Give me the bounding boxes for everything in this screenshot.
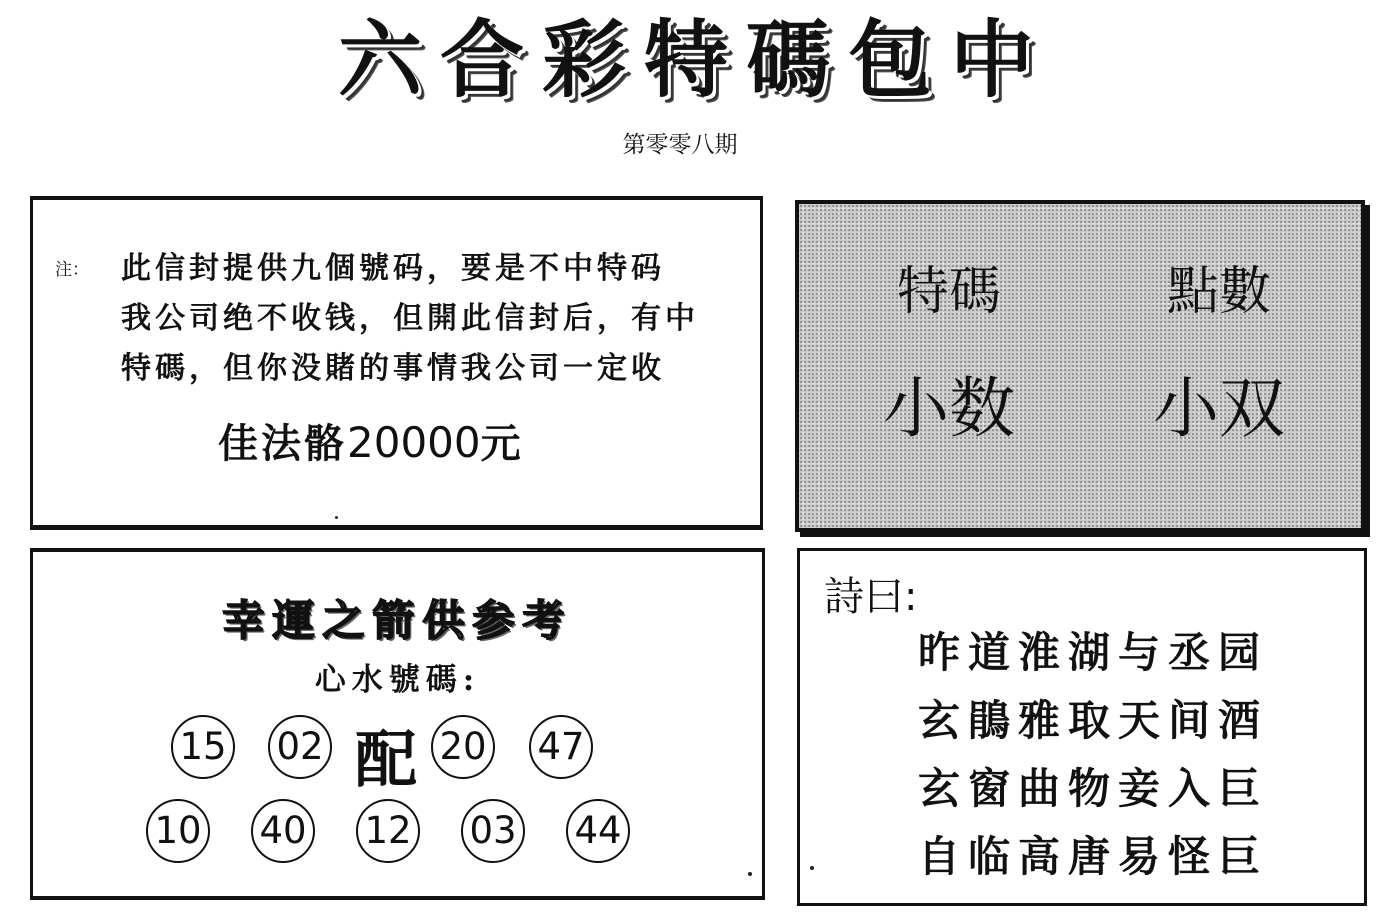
notice-line: 特碼，但你没賭的事情我公司一定收 <box>121 351 665 386</box>
notice-panel <box>30 196 763 530</box>
prize-prefix: 佳法骼 <box>218 420 347 467</box>
number-ball: 44 <box>566 799 630 863</box>
lucky-numbers-panel <box>30 548 765 900</box>
print-speck <box>810 866 814 870</box>
number-ball: 15 <box>171 715 235 779</box>
number-ball: 12 <box>356 799 420 863</box>
notice-text <box>121 244 741 394</box>
notice-line: 此信封提供九個號码，要是不中特码 <box>121 251 665 286</box>
poem-line: 自临高唐易怪巨 <box>918 832 1269 881</box>
lucky-title: 幸運之箭供参考 <box>222 596 573 645</box>
poem-line: 玄鵑雅取天间酒 <box>918 696 1269 745</box>
poem-lines <box>918 619 1268 891</box>
number-ball: 20 <box>431 715 495 779</box>
number-ball: 40 <box>251 799 315 863</box>
prize-line <box>218 412 524 469</box>
number-ball: 02 <box>268 715 332 779</box>
notice-line: 我公司绝不收钱，但開此信封后，有中 <box>121 301 699 336</box>
poem-line: 玄窗曲物妾入巨 <box>918 764 1269 813</box>
poem-line: 昨道淮湖与丞园 <box>918 628 1269 677</box>
points-label: 點數 <box>1166 262 1271 322</box>
poem-heading: 詩曰: <box>824 574 918 620</box>
pei-character: 配 <box>355 723 418 796</box>
number-ball: 10 <box>146 799 210 863</box>
number-ball: 47 <box>529 715 593 779</box>
prize-amount: 20000 <box>347 418 481 467</box>
lucky-subtitle: 心水號碼: <box>314 662 481 698</box>
page-title: 六合彩特碼包中 <box>337 10 1052 109</box>
print-speck <box>335 516 338 519</box>
poem-panel <box>797 548 1367 906</box>
points-column <box>1099 204 1339 449</box>
special-code-column <box>829 204 1069 449</box>
special-code-label: 特碼 <box>896 262 1001 322</box>
special-code-value: 小数 <box>883 370 1015 447</box>
issue-number: 第零零八期 <box>622 132 738 158</box>
special-number-panel <box>795 200 1365 532</box>
number-ball: 03 <box>461 799 525 863</box>
points-value: 小双 <box>1153 370 1285 447</box>
prize-unit: 元 <box>480 420 524 467</box>
note-mark: 注： <box>55 260 89 280</box>
print-speck <box>748 872 752 876</box>
